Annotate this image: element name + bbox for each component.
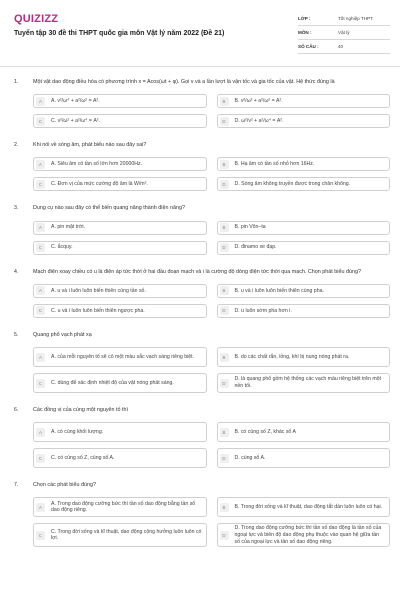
option-text: A. Trong dao động cưỡng bức thì tần số dao động bằng tần số dao động riêng. [51, 500, 196, 514]
question-number: 6. [14, 407, 19, 414]
answer-option[interactable] [33, 422, 207, 442]
option-letter-badge: B [220, 160, 229, 169]
option-text: A. pin mặt trời. [51, 224, 85, 231]
meta-value: Tốt nghiệp THPT [338, 16, 373, 21]
option-text: C. v²/ω² + a²/ω⁴ = A². [51, 117, 100, 124]
option-text: B. pin Vôn–ta [234, 224, 266, 231]
option-text: B. Trong đời sống và kĩ thuật, dao động tắt dần luôn luôn có hại. [234, 504, 383, 511]
answer-option[interactable] [33, 523, 207, 547]
question-block [0, 266, 400, 318]
answer-option[interactable] [217, 373, 391, 393]
answer-option[interactable] [217, 94, 391, 108]
option-text: D. Trong dao động cưỡng bức thì tần số dao động là tần số của ngoại lực và biên độ dao động phụ thuộc vào quan hệ giữa tần số của ngoại lực và tần số dao động riêng. [234, 525, 382, 545]
document-header [0, 0, 400, 66]
meta-value: 40 [338, 44, 344, 49]
answer-option[interactable] [217, 221, 391, 235]
meta-row-count [298, 40, 390, 54]
question-text: Mạch điện xoay chiều có u là điện áp tức thời ở hai đầu đoạn mạch và i là cường độ dòng điện tức thời qua mạch. Chọn phát biểu đúng? [33, 268, 361, 275]
question-block [0, 329, 400, 393]
option-letter-badge: D [220, 306, 229, 315]
option-text: C. Trong đời sống và kĩ thuật, dao động cộng hưởng luôn luôn có lợi. [51, 528, 202, 542]
option-letter-badge: C [36, 117, 45, 126]
option-text: C. Đơn vị của mức cường độ âm là W/m². [51, 181, 148, 188]
option-letter-badge: B [220, 223, 229, 232]
option-text: D. ω²/v² + a²/ω⁴ = A². [234, 117, 284, 124]
answer-options [33, 221, 390, 255]
question-text: Các đồng vị của cùng một nguyên tố thì [33, 407, 128, 414]
answer-option[interactable] [33, 347, 207, 367]
option-letter-badge: D [220, 531, 229, 540]
question-text: Một vật dao động điều hòa có phương trình x = Acos(ωt + φ). Gọi v và a lần lượt là vận tốc và gia tốc của vật. Hệ thức đúng là [33, 79, 335, 85]
answer-option[interactable] [33, 177, 207, 191]
meta-key: LỚP : [298, 16, 311, 21]
answer-options [33, 347, 390, 393]
option-letter-badge: A [36, 353, 45, 362]
answer-option[interactable] [33, 284, 207, 298]
option-letter-badge: A [36, 428, 45, 437]
option-text: D. u luôn sớm pha hơn i. [234, 307, 292, 314]
question-block [0, 76, 400, 128]
option-letter-badge: A [36, 503, 45, 512]
question-text: Khi nói về sóng âm, phát biểu nào sau đây sai? [33, 142, 147, 149]
option-letter-badge: C [36, 379, 45, 388]
answer-option[interactable] [217, 448, 391, 468]
answer-option[interactable] [217, 114, 391, 128]
option-letter-badge: B [220, 286, 229, 295]
option-text: A. của mỗi nguyên tố sẽ có một màu sắc vạch sáng riêng biệt. [51, 353, 195, 360]
option-text: D. là quang phổ gồm hệ thống các vạch màu riêng biệt trên một nền tối. [234, 376, 381, 390]
option-letter-badge: C [36, 180, 45, 189]
meta-row-class [298, 12, 390, 26]
answer-options [33, 94, 390, 128]
option-letter-badge: D [220, 180, 229, 189]
answer-option[interactable] [33, 448, 207, 468]
option-text: D. đinamo xe đạp. [234, 244, 277, 251]
answer-option[interactable] [33, 114, 207, 128]
option-text: C. dùng để xác định nhiệt độ của vật nóng phát sáng. [51, 379, 174, 386]
option-letter-badge: D [220, 117, 229, 126]
option-letter-badge: A [36, 97, 45, 106]
answer-option[interactable] [33, 241, 207, 255]
question-number: 7. [14, 482, 19, 489]
answer-option[interactable] [217, 347, 391, 367]
option-text: C. có cùng số Z, cùng số A. [51, 454, 115, 461]
option-text: D. cùng số A. [234, 454, 266, 461]
answer-option[interactable] [217, 177, 391, 191]
answer-option[interactable] [217, 304, 391, 318]
option-text: D. Sóng âm không truyền được trong chân không. [234, 181, 351, 188]
question-number: 4. [14, 268, 19, 275]
question-text: Dụng cụ nào sau đây có thể biến quang năng thành điện năng? [33, 205, 185, 212]
answer-options [33, 157, 390, 191]
option-letter-badge: C [36, 531, 45, 540]
option-letter-badge: C [36, 243, 45, 252]
question-text: Chọn các phát biểu đúng? [33, 482, 96, 489]
question-block [0, 202, 400, 254]
answer-option[interactable] [33, 304, 207, 318]
answer-option[interactable] [217, 157, 391, 171]
option-text: B. Hạ âm có tần số nhỏ hơn 16Hz. [234, 161, 315, 168]
question-block [0, 139, 400, 191]
answer-option[interactable] [33, 157, 207, 171]
answer-option[interactable] [217, 422, 391, 442]
option-letter-badge: D [220, 454, 229, 463]
answer-options [33, 284, 390, 318]
meta-key: MÔN : [298, 30, 312, 35]
question-text: Quang phổ vạch phát xạ [33, 331, 92, 338]
option-text: C. ắcquy. [51, 244, 73, 251]
option-text: B. u và i luôn luôn biến thiên cùng pha. [234, 287, 324, 294]
option-text: A. v²/ω⁴ + a²/ω² = A². [51, 97, 100, 104]
option-text: A. Siêu âm có tần số lớn hơn 20000Hz. [51, 161, 143, 168]
option-text: A. u và i luôn luôn biến thiên cùng tần số. [51, 287, 146, 294]
answer-option[interactable] [217, 497, 391, 517]
answer-options [33, 497, 390, 547]
quizizz-logo: QUIZIZZ [14, 13, 59, 25]
question-block [0, 404, 400, 468]
meta-table [298, 12, 390, 54]
option-letter-badge: B [220, 428, 229, 437]
option-letter-badge: B [220, 503, 229, 512]
question-number: 3. [14, 205, 19, 212]
option-letter-badge: C [36, 306, 45, 315]
meta-key: SỐ CÂU : [298, 44, 319, 49]
page-title: Tuyển tập 30 đề thi THPT quốc gia môn Vật lý năm 2022 (Đề 21) [14, 30, 225, 37]
option-text: A. có cùng khối lượng. [51, 428, 104, 435]
question-block [0, 479, 400, 547]
option-letter-badge: C [36, 454, 45, 463]
question-list [0, 76, 400, 558]
option-text: C. u và i luôn luôn biến thiên ngược pha. [51, 307, 145, 314]
answer-option[interactable] [217, 523, 391, 547]
question-number: 1. [14, 79, 19, 85]
answer-option[interactable] [33, 373, 207, 393]
answer-option[interactable] [33, 94, 207, 108]
answer-option[interactable] [217, 284, 391, 298]
option-text: B. do các chất rắn, lỏng, khí bị nung nóng phát ra. [234, 353, 350, 360]
answer-option[interactable] [217, 241, 391, 255]
answer-option[interactable] [33, 221, 207, 235]
answer-options [33, 422, 390, 468]
option-letter-badge: A [36, 160, 45, 169]
answer-option[interactable] [33, 497, 207, 517]
header-divider [0, 66, 400, 67]
question-number: 5. [14, 331, 19, 338]
option-letter-badge: B [220, 353, 229, 362]
option-letter-badge: A [36, 223, 45, 232]
option-letter-badge: A [36, 286, 45, 295]
meta-value: Vật lý [338, 30, 350, 35]
option-letter-badge: D [220, 379, 229, 388]
meta-row-subject [298, 26, 390, 40]
option-text: B. có cùng số Z, khác số A [234, 428, 296, 435]
option-letter-badge: D [220, 243, 229, 252]
option-text: B. v²/ω² + a²/ω² = A². [234, 97, 283, 104]
question-number: 2. [14, 142, 19, 149]
option-letter-badge: B [220, 97, 229, 106]
